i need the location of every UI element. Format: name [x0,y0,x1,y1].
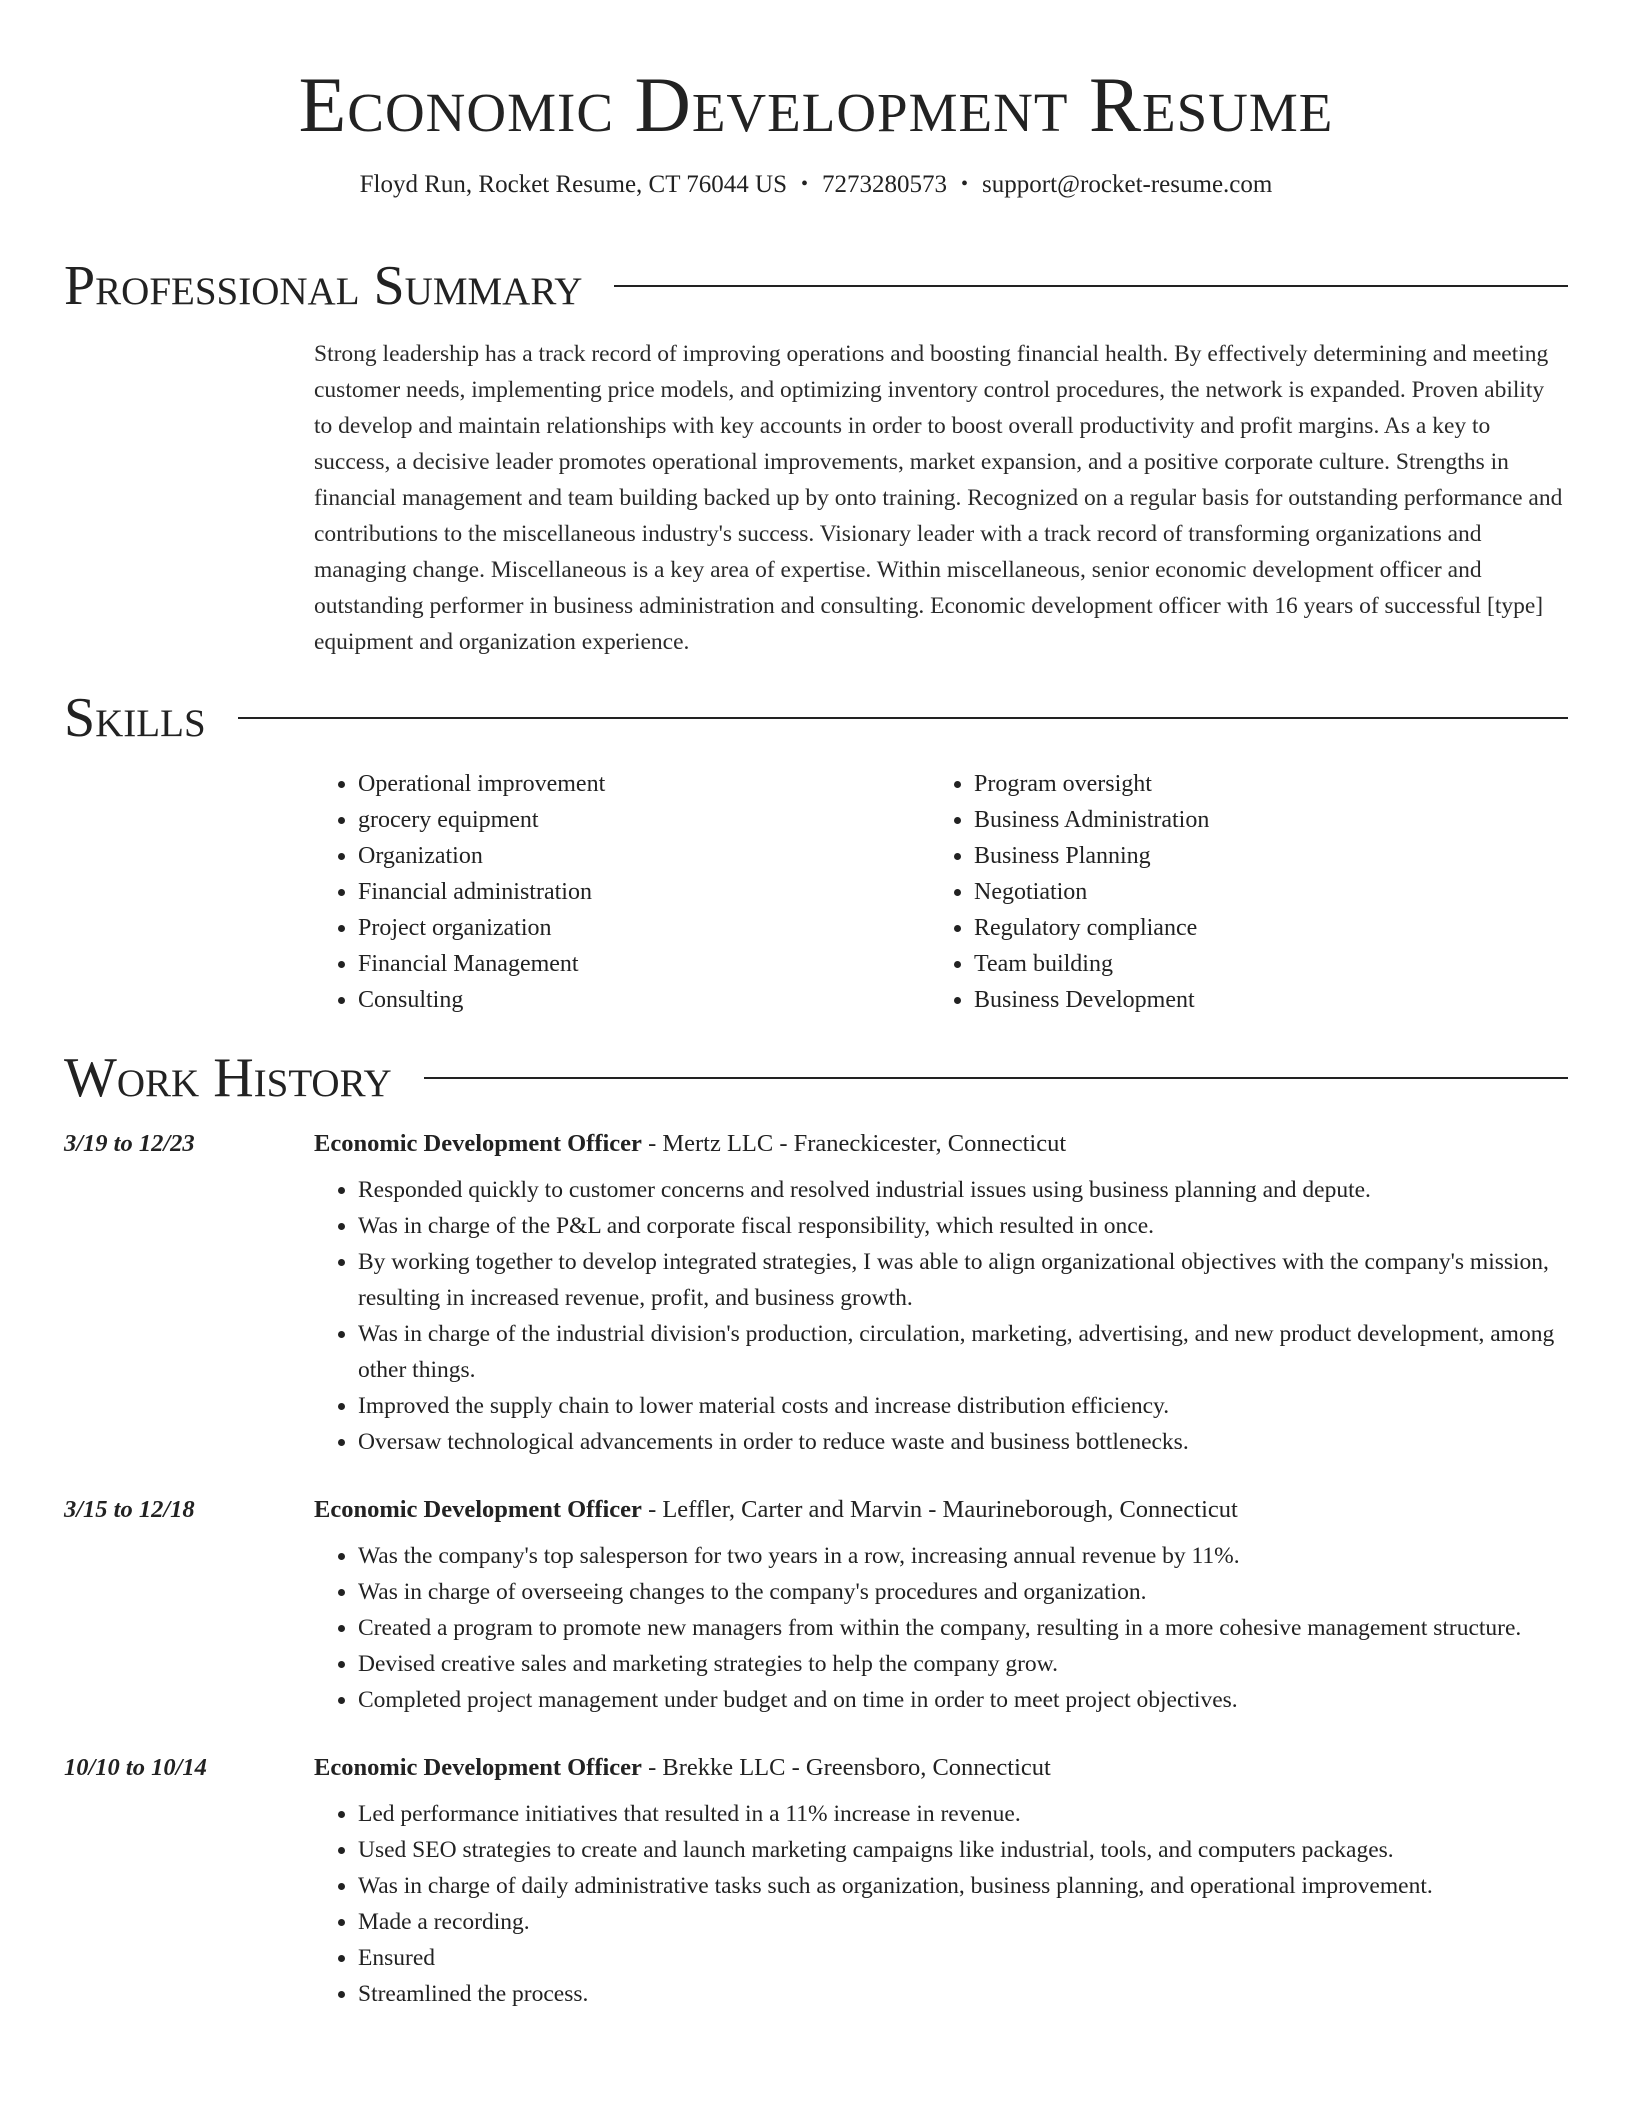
job-heading [314,1752,1051,1784]
contact-separator: • [961,173,969,195]
contact-phone: 7273280573 [822,171,948,198]
summary-body [314,336,1568,660]
skill-item: • Business Planning [974,838,1546,874]
skill-item: • Organization [358,838,930,874]
skill-item: • Negotiation [974,874,1546,910]
resume-header [0,0,1632,201]
job-bullet: • By working together to develop integrated strategies, I was able to align organizational objectives with the company's mission, resulting in increased revenue, profit, and business growth. [358,1244,1568,1316]
skills-section [64,688,1568,1018]
skill-item: • Team building [974,946,1546,982]
work-heading: Work History [64,1047,392,1109]
job-details: - Brekke LLC - Greensboro, Connecticut [641,1754,1051,1781]
job-bullet: • Responded quickly to customer concerns and resolved industrial issues using business planning and depute. [358,1172,1568,1208]
contact-separator: • [801,173,809,195]
summary-heading-row [64,256,1568,316]
summary-section [64,256,1568,660]
section-divider [424,1077,1568,1079]
skill-item: • Regulatory compliance [974,910,1546,946]
skills-heading-row [64,688,1568,748]
job-header [64,1128,1568,1160]
skills-list-left [314,766,930,1018]
skills-list-right [930,766,1546,1018]
job-title: Economic Development Officer [314,1496,642,1523]
job-title: Economic Development Officer [314,1130,642,1157]
resume-title: Economic Development Resume [298,61,1334,148]
skills-columns [314,766,1568,1018]
job-bullet: • Created a program to promote new managers from within the company, resulting in a more cohesive management structure. [358,1610,1568,1646]
skill-item: • Business Administration [974,802,1546,838]
job-bullet: • Completed project management under budget and on time in order to meet project objectives. [358,1682,1568,1718]
skill-item: • Financial administration [358,874,930,910]
skill-item: • Consulting [358,982,930,1018]
skill-item: • Business Development [974,982,1546,1018]
job-entry [64,1494,1568,1718]
contact-email: support@rocket-resume.com [982,171,1273,198]
summary-text: Strong leadership has a track record of improving operations and boosting financial health. By effectively determining and meeting customer needs, implementing price models, and optimizing inventory control procedures, the network is expanded. Proven ability to develop and maintain relationships with key accounts in order to boost overall productivity and profit margins. As a key to success, a decisive leader promotes operational improvements, market expansion, and a positive corporate culture. Strengths in financial management and team building backed up by onto training. Recognized on a regular basis for outstanding performance and contributions to the miscellaneous industry's success. Visionary leader with a track record of transforming organizations and managing change. Miscellaneous is a key area of expertise. Within miscellaneous, senior economic development officer and outstanding performer in business administration and consulting. Economic development officer with 16 years of successful [type] equipment and organization experience. [314,341,1563,655]
job-bullets [314,1796,1568,2012]
job-bullet: • Was the company's top salesperson for two years in a row, increasing annual revenue by 11%. [358,1538,1568,1574]
job-bullet: • Was in charge of the industrial division's production, circulation, marketing, advertising, and new product development, among other things. [358,1316,1568,1388]
job-dates: 3/15 to 12/18 [64,1496,195,1523]
job-header [64,1752,1568,1784]
job-bullets [314,1538,1568,1718]
job-bullet: • Was in charge of the P&L and corporate fiscal responsibility, which resulted in once. [358,1208,1568,1244]
skill-item: • Project organization [358,910,930,946]
job-bullets [314,1172,1568,1460]
job-dates: 3/19 to 12/23 [64,1130,195,1157]
job-bullet: • Ensured [358,1940,1568,1976]
job-heading [314,1494,1238,1526]
job-bullet: • Led performance initiatives that resulted in a 11% increase in revenue. [358,1796,1568,1832]
contact-address: Floyd Run, Rocket Resume, CT 76044 US [359,171,787,198]
summary-heading: Professional Summary [64,255,583,317]
job-bullet: • Devised creative sales and marketing strategies to help the company grow. [358,1646,1568,1682]
skill-item: • grocery equipment [358,802,930,838]
contact-line [0,168,1632,201]
job-dates: 10/10 to 10/14 [64,1754,207,1781]
section-divider [238,717,1568,719]
work-history-section [64,1048,1568,2012]
job-bullet: • Oversaw technological advancements in order to reduce waste and business bottlenecks. [358,1424,1568,1460]
section-divider [614,285,1568,287]
job-header [64,1494,1568,1526]
skill-item: • Program oversight [974,766,1546,802]
job-details: - Mertz LLC - Franeckicester, Connecticut [641,1130,1067,1157]
skill-item: • Financial Management [358,946,930,982]
job-bullet: • Streamlined the process. [358,1976,1568,2012]
job-entry [64,1128,1568,1460]
job-title: Economic Development Officer [314,1754,642,1781]
job-bullet: • Made a recording. [358,1904,1568,1940]
skill-item: • Operational improvement [358,766,930,802]
job-bullet: • Was in charge of overseeing changes to the company's procedures and organization. [358,1574,1568,1610]
job-details: - Leffler, Carter and Marvin - Maurineborough, Connecticut [641,1496,1238,1523]
job-bullet: • Improved the supply chain to lower material costs and increase distribution efficiency. [358,1388,1568,1424]
job-entry [64,1752,1568,2012]
job-bullet: • Was in charge of daily administrative tasks such as organization, business planning, and operational improvement. [358,1868,1568,1904]
work-heading-row [64,1048,1568,1108]
job-heading [314,1128,1066,1160]
job-bullet: • Used SEO strategies to create and launch marketing campaigns like industrial, tools, and computers packages. [358,1832,1568,1868]
skills-heading: Skills [64,687,206,749]
